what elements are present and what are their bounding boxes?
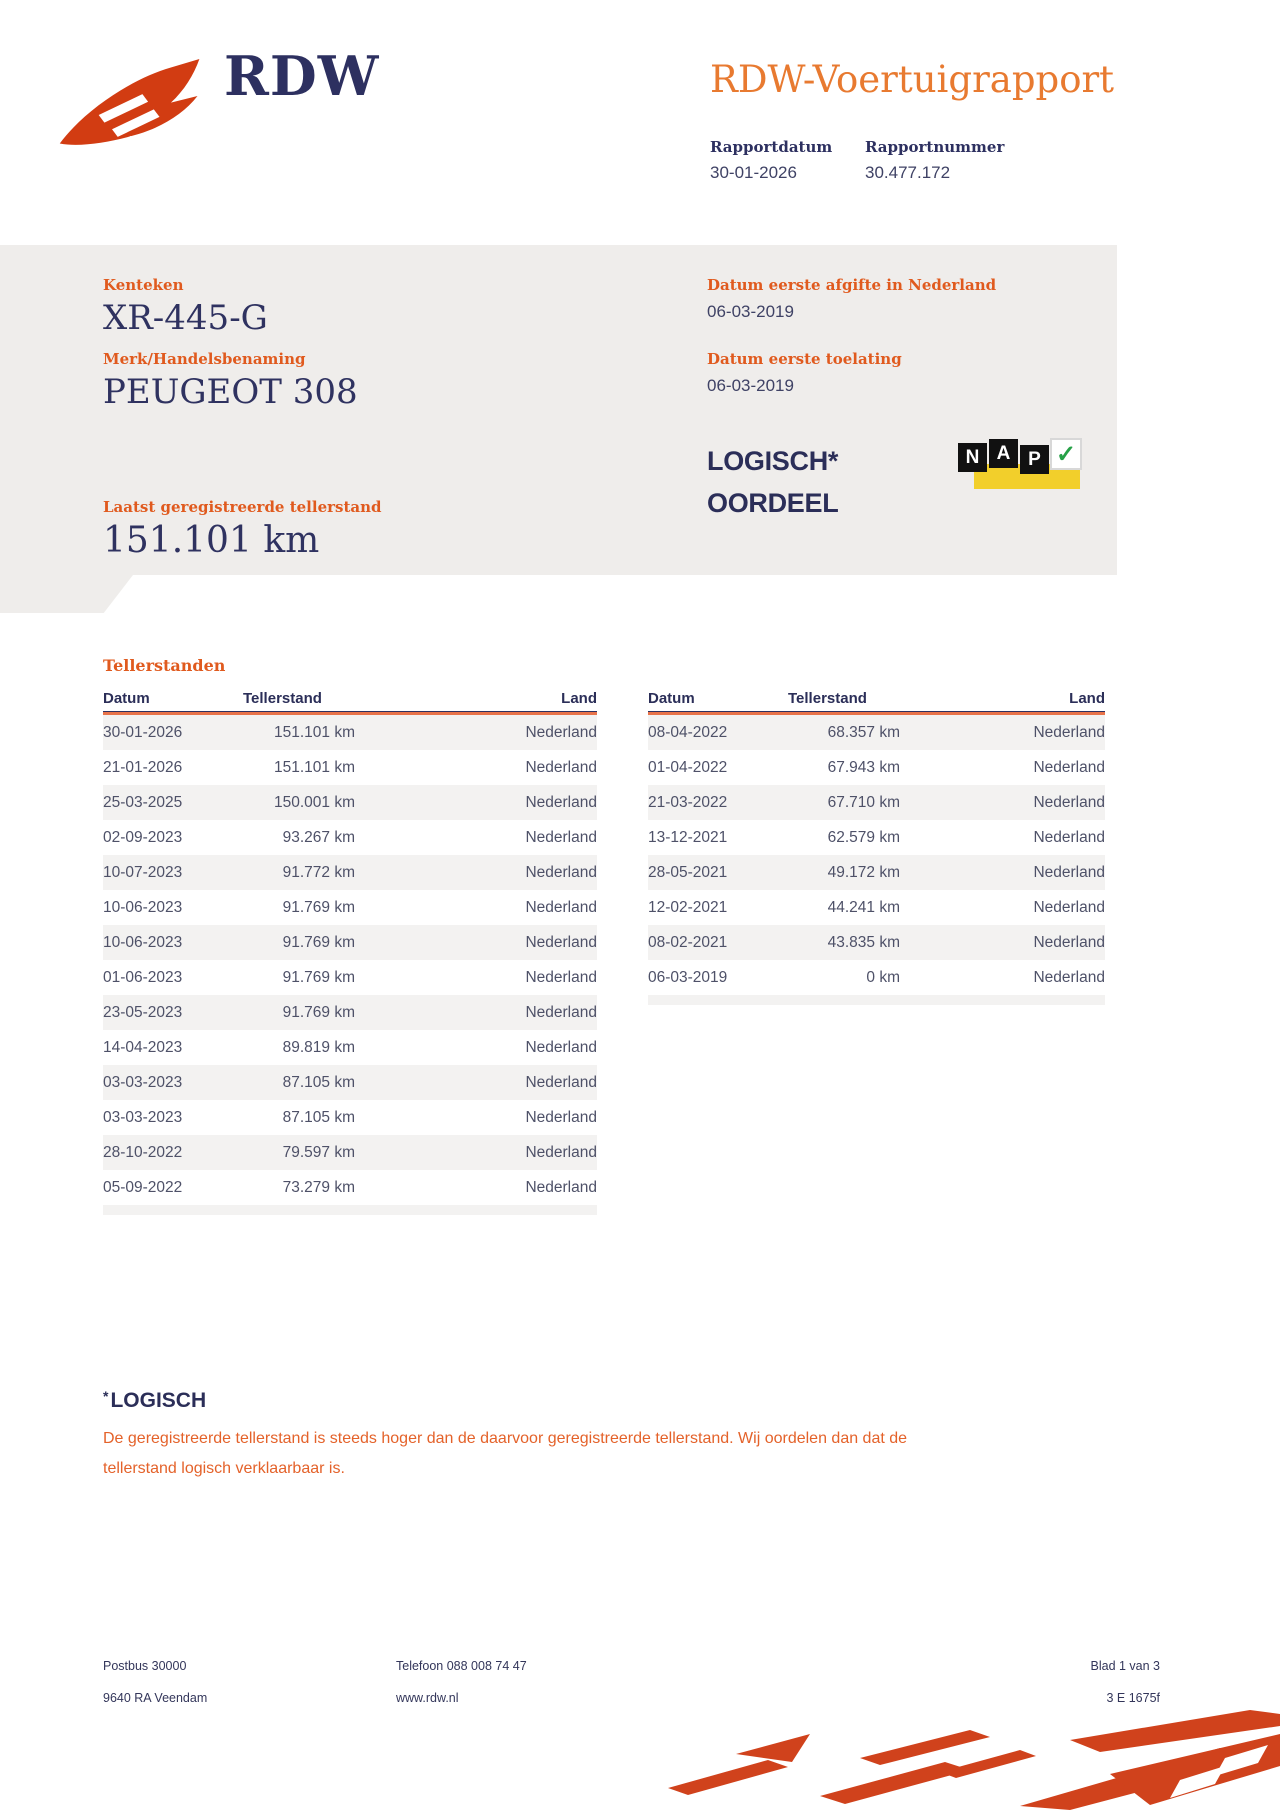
cell-tellerstand: 49.172 km <box>827 863 900 881</box>
cell-datum: 13-12-2021 <box>648 828 728 846</box>
cell-tellerstand: 67.710 km <box>827 793 900 811</box>
rdw-wordmark: RDW <box>224 44 380 108</box>
report-number-label: Rapportnummer <box>865 138 1005 156</box>
cell-tellerstand: 91.769 km <box>282 933 355 951</box>
cell-tellerstand: 43.835 km <box>827 933 900 951</box>
cell-land: Nederland <box>525 1108 597 1126</box>
table-body <box>103 715 597 1205</box>
footnote-heading-text: LOGISCH <box>110 1389 207 1412</box>
table-row <box>648 820 1105 855</box>
table-row <box>103 925 597 960</box>
toelating-value: 06-03-2019 <box>707 376 794 395</box>
cell-tellerstand: 87.105 km <box>282 1108 355 1126</box>
table-row <box>103 1135 597 1170</box>
footnote-asterisk: * <box>103 1388 109 1404</box>
cell-land: Nederland <box>1033 863 1105 881</box>
footer-contact <box>396 1650 527 1714</box>
cell-land: Nederland <box>525 758 597 776</box>
merk-value: PEUGEOT 308 <box>103 372 358 412</box>
cell-tellerstand: 62.579 km <box>827 828 900 846</box>
cell-datum: 25-03-2025 <box>103 793 183 811</box>
cell-datum: 10-06-2023 <box>103 898 183 916</box>
table-row <box>103 995 597 1030</box>
table-row <box>103 960 597 995</box>
table-end-strip <box>103 1205 597 1215</box>
cell-land: Nederland <box>525 933 597 951</box>
table-row <box>648 960 1105 995</box>
oordeel-text <box>707 440 838 524</box>
kenteken-value: XR-445-G <box>103 298 268 338</box>
cell-tellerstand: 67.943 km <box>827 758 900 776</box>
cell-datum: 01-04-2022 <box>648 758 728 776</box>
panel-notch-decoration <box>0 575 133 613</box>
col-header-tellerstand: Tellerstand <box>788 690 867 707</box>
report-number-value: 30.477.172 <box>865 163 951 182</box>
table-row <box>103 1030 597 1065</box>
afgifte-label: Datum eerste afgifte in Nederland <box>707 276 997 294</box>
cell-datum: 23-05-2023 <box>103 1003 183 1021</box>
cell-land: Nederland <box>525 1073 597 1091</box>
cell-land: Nederland <box>525 898 597 916</box>
table-row <box>103 750 597 785</box>
cell-datum: 08-04-2022 <box>648 723 728 741</box>
cell-land: Nederland <box>1033 933 1105 951</box>
cell-tellerstand: 87.105 km <box>282 1073 355 1091</box>
cell-land: Nederland <box>525 863 597 881</box>
kenteken-label: Kenteken <box>103 276 184 294</box>
footer-address <box>103 1650 207 1714</box>
col-header-datum: Datum <box>103 690 150 707</box>
table-row <box>103 890 597 925</box>
cell-land: Nederland <box>1033 723 1105 741</box>
footer-page-number: Blad 1 van 3 <box>1090 1659 1160 1673</box>
table-row <box>648 890 1105 925</box>
table-row <box>103 855 597 890</box>
odometer-table-right <box>648 685 1105 1005</box>
cell-tellerstand: 151.101 km <box>274 723 355 741</box>
odometer-table-left <box>103 685 597 1215</box>
nap-tile-n: N <box>958 443 987 472</box>
cell-land: Nederland <box>525 1178 597 1196</box>
afgifte-value: 06-03-2019 <box>707 302 794 321</box>
col-header-land: Land <box>561 690 597 707</box>
cell-tellerstand: 79.597 km <box>282 1143 355 1161</box>
cell-datum: 10-06-2023 <box>103 933 183 951</box>
cell-land: Nederland <box>1033 968 1105 986</box>
table-header-row <box>648 685 1105 712</box>
table-row <box>648 785 1105 820</box>
cell-tellerstand: 91.769 km <box>282 1003 355 1021</box>
cell-datum: 05-09-2022 <box>103 1178 183 1196</box>
cell-datum: 03-03-2023 <box>103 1108 183 1126</box>
footer-address-line2: 9640 RA Veendam <box>103 1691 208 1705</box>
cell-tellerstand: 93.267 km <box>282 828 355 846</box>
cell-tellerstand: 151.101 km <box>274 758 355 776</box>
table-row <box>648 715 1105 750</box>
cell-land: Nederland <box>1033 793 1105 811</box>
cell-tellerstand: 73.279 km <box>282 1178 355 1196</box>
nap-check-icon: ✓ <box>1050 438 1082 470</box>
cell-land: Nederland <box>1033 898 1105 916</box>
cell-land: Nederland <box>1033 758 1105 776</box>
merk-label: Merk/Handelsbenaming <box>103 350 306 368</box>
cell-land: Nederland <box>525 968 597 986</box>
cell-datum: 21-03-2022 <box>648 793 728 811</box>
table-row <box>103 715 597 750</box>
tellerstand-value: 151.101 km <box>103 520 320 561</box>
cell-land: Nederland <box>525 1038 597 1056</box>
report-title: RDW-Voertuigrapport <box>710 58 1115 101</box>
table-row <box>103 785 597 820</box>
cell-datum: 06-03-2019 <box>648 968 728 986</box>
footer-phone: Telefoon 088 008 74 47 <box>396 1659 527 1673</box>
cell-datum: 02-09-2023 <box>103 828 183 846</box>
table-row <box>648 855 1105 890</box>
nap-logo <box>958 438 1082 492</box>
report-date-label: Rapportdatum <box>710 138 833 156</box>
cell-tellerstand: 89.819 km <box>282 1038 355 1056</box>
table-row <box>648 750 1105 785</box>
cell-datum: 12-02-2021 <box>648 898 728 916</box>
cell-land: Nederland <box>1033 828 1105 846</box>
nap-tile-p: P <box>1020 445 1049 474</box>
table-row <box>648 925 1105 960</box>
cell-land: Nederland <box>525 1003 597 1021</box>
nap-tile-a: A <box>989 439 1018 468</box>
footer-website-link[interactable]: www.rdw.nl <box>396 1691 459 1705</box>
cell-tellerstand: 0 km <box>866 968 900 986</box>
footer-form-code: 3 E 1675f <box>1106 1691 1160 1705</box>
footnote-heading <box>103 1388 206 1413</box>
cell-tellerstand: 68.357 km <box>827 723 900 741</box>
cell-land: Nederland <box>525 828 597 846</box>
cell-datum: 01-06-2023 <box>103 968 183 986</box>
col-header-land: Land <box>1069 690 1105 707</box>
cell-datum: 28-05-2021 <box>648 863 728 881</box>
table-row <box>103 1100 597 1135</box>
cell-land: Nederland <box>525 723 597 741</box>
oordeel-line1: LOGISCH* <box>707 446 839 476</box>
footer-page-info <box>1091 1650 1161 1714</box>
table-end-strip <box>648 995 1105 1005</box>
cell-tellerstand: 91.772 km <box>282 863 355 881</box>
cell-tellerstand: 44.241 km <box>827 898 900 916</box>
cell-datum: 21-01-2026 <box>103 758 183 776</box>
cell-datum: 10-07-2023 <box>103 863 183 881</box>
table-header-row <box>103 685 597 712</box>
toelating-label: Datum eerste toelating <box>707 350 902 368</box>
table-row <box>103 820 597 855</box>
tables-heading: Tellerstanden <box>103 656 226 675</box>
cell-datum: 03-03-2023 <box>103 1073 183 1091</box>
footnote-text: De geregistreerde tellerstand is steeds hoger dan de daarvoor geregistreerde tellerstand. Wij oordelen dan dat de tellerstand logisch verklaarbaar is. <box>103 1430 908 1477</box>
cell-tellerstand: 91.769 km <box>282 898 355 916</box>
footer-address-line1: Postbus 30000 <box>103 1659 187 1673</box>
cell-tellerstand: 150.001 km <box>274 793 355 811</box>
cell-datum: 08-02-2021 <box>648 933 728 951</box>
table-body <box>648 715 1105 995</box>
col-header-tellerstand: Tellerstand <box>243 690 322 707</box>
rdw-logo-icon <box>55 56 207 156</box>
cell-datum: 28-10-2022 <box>103 1143 183 1161</box>
cell-tellerstand: 91.769 km <box>282 968 355 986</box>
decorative-graphic <box>640 1710 1280 1810</box>
cell-land: Nederland <box>525 1143 597 1161</box>
tellerstand-label: Laatst geregistreerde tellerstand <box>103 498 382 516</box>
cell-datum: 30-01-2026 <box>103 723 183 741</box>
oordeel-line2: OORDEEL <box>707 488 839 518</box>
table-row <box>103 1170 597 1205</box>
report-date-value: 30-01-2026 <box>710 163 797 182</box>
col-header-datum: Datum <box>648 690 695 707</box>
cell-land: Nederland <box>525 793 597 811</box>
table-row <box>103 1065 597 1100</box>
cell-datum: 14-04-2023 <box>103 1038 183 1056</box>
